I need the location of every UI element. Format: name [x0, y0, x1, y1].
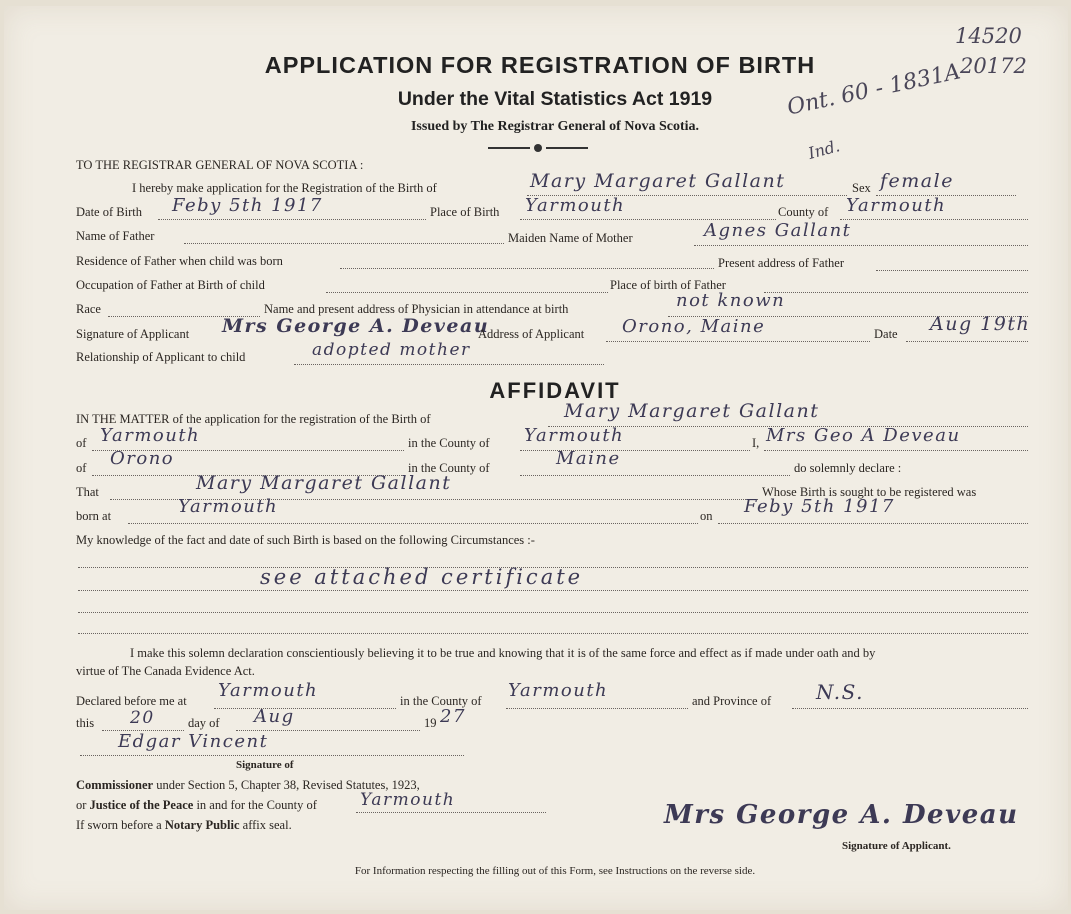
address-line — [606, 341, 870, 342]
address-value: Orono, Maine — [622, 316, 766, 337]
sex-value: female — [880, 170, 954, 192]
circumstances: see attached certificate — [260, 565, 584, 589]
declared-county-label: in the County of — [400, 694, 482, 708]
province: N.S. — [816, 680, 864, 704]
father-label: Name of Father — [76, 229, 155, 243]
declare-label: do solemnly declare : — [794, 461, 902, 475]
province-line — [792, 708, 1028, 709]
applicant-signature-label: Signature of Applicant. — [842, 840, 951, 852]
justice-county: Yarmouth — [360, 790, 456, 810]
declarant-line — [764, 450, 1028, 451]
born-on: Feby 5th 1917 — [744, 496, 895, 517]
physician-value: not known — [676, 290, 786, 311]
declared-label: Declared before me at — [76, 694, 187, 708]
of2-place: Orono — [110, 448, 175, 469]
justice-label: Justice of the Peace — [89, 798, 194, 812]
present-address-line — [876, 270, 1028, 271]
father-birthplace-label: Place of birth of Father — [610, 278, 726, 292]
matter-label: IN THE MATTER of the application for the registration of the Birth of — [76, 412, 431, 426]
declared-county: Yarmouth — [508, 680, 609, 701]
circumstance-line-3 — [78, 612, 1028, 613]
issued-by: Issued by The Registrar General of Nova Scotia. — [410, 119, 700, 134]
occupation-label: Occupation of Father at Birth of child — [76, 278, 265, 292]
notary-prefix: If sworn before a — [76, 818, 162, 832]
occupation-line — [326, 292, 608, 293]
relationship-line — [294, 364, 604, 365]
declared-at-line — [214, 708, 396, 709]
county-line — [840, 219, 1028, 220]
matter-name: Mary Margaret Gallant — [564, 400, 820, 422]
mother-value: Agnes Gallant — [704, 220, 852, 241]
county-value: Yarmouth — [846, 195, 947, 216]
place-label: Place of Birth — [430, 205, 500, 219]
day-of-label: day of — [188, 716, 220, 730]
declared-at: Yarmouth — [218, 680, 319, 701]
applicant-signature-bottom: Mrs George A. Deveau — [664, 800, 1019, 830]
knowledge-label: My knowledge of the fact and date of such Birth is based on the following Circumstances :- — [76, 533, 535, 547]
corner-number-1: 14520 — [955, 24, 1022, 48]
year-prefix: 19 — [424, 716, 437, 730]
declared-county-line — [506, 708, 688, 709]
place-value: Yarmouth — [525, 195, 626, 216]
in-county2-label: in the County of — [408, 461, 490, 475]
of2-county-line — [520, 475, 790, 476]
signature-of-label: Signature of — [236, 759, 294, 771]
county-label: County of — [778, 205, 829, 219]
address-label: Address of Applicant — [478, 327, 585, 341]
present-address-label: Present address of Father — [718, 256, 845, 270]
race-label: Race — [76, 302, 101, 316]
sex-label: Sex — [852, 181, 871, 195]
declarant: Mrs Geo A Deveau — [766, 425, 961, 446]
commissioner-text: under Section 5, Chapter 38, Revised Statutes, 1923, — [156, 778, 420, 792]
relationship-value: adopted mother — [312, 340, 471, 360]
footer-note: For Information respecting the filling out of this Form, see Instructions on the reverse side. — [354, 865, 756, 877]
that-label: That — [76, 485, 99, 499]
circumstance-line-2 — [78, 590, 1028, 591]
justice-county-line — [356, 812, 546, 813]
corner-note-ind: Ind. — [806, 136, 842, 163]
justice-text: in and for the County of — [196, 798, 317, 812]
applicant-signature-top: Mrs George A. Deveau — [222, 315, 490, 337]
day: 20 — [130, 708, 155, 728]
declaration-line-1: I make this solemn declaration conscientiously believing it to be true and knowing that it is of the same force and effect as if made under oath and by — [130, 646, 876, 660]
born-at-line — [128, 523, 698, 524]
physician-label: Name and present address of Physician in attendance at birth — [264, 302, 569, 316]
commissioner-signature-line — [80, 755, 464, 756]
i-label: I, — [752, 436, 760, 450]
intro-label: I hereby make application for the Registration of the Birth of — [132, 181, 437, 195]
mother-line — [694, 245, 1028, 246]
corner-reference: Ont. 60 - 1831A — [785, 59, 963, 121]
form-title: APPLICATION FOR REGISTRATION OF BIRTH — [264, 52, 816, 78]
of-county: Yarmouth — [524, 425, 625, 446]
residence-line — [340, 268, 714, 269]
year-suffix: 27 — [440, 706, 466, 727]
date-line — [906, 341, 1028, 342]
father-line — [184, 243, 504, 244]
dob-label: Date of Birth — [76, 205, 142, 219]
declaration-line-2: virtue of The Canada Evidence Act. — [76, 664, 255, 678]
of-county-line — [520, 450, 750, 451]
whose-birth-label: Whose Birth is sought to be registered was — [762, 485, 977, 499]
commissioner-signature: Edgar Vincent — [118, 731, 269, 752]
on-label: on — [700, 509, 713, 523]
province-label: and Province of — [692, 694, 772, 708]
born-at-label: born at — [76, 509, 112, 523]
header-ornament — [488, 144, 588, 152]
addressee: TO THE REGISTRAR GENERAL OF NOVA SCOTIA : — [76, 158, 364, 172]
mother-label: Maiden Name of Mother — [508, 231, 633, 245]
born-on-line — [718, 523, 1028, 524]
date-label: Date — [874, 327, 898, 341]
residence-label: Residence of Father when child was born — [76, 254, 283, 268]
notary-suffix: affix seal. — [242, 818, 292, 832]
circumstance-line-4 — [78, 633, 1028, 634]
this-label: this — [76, 716, 95, 730]
or-label: or — [76, 798, 87, 812]
relationship-label: Relationship of Applicant to child — [76, 350, 246, 364]
commissioner-label: Commissioner — [76, 778, 154, 792]
of2-label: of — [76, 461, 87, 475]
of2-county: Maine — [556, 448, 621, 469]
in-county-label: in the County of — [408, 436, 490, 450]
dob-value: Feby 5th 1917 — [172, 195, 323, 216]
form-subtitle: Under the Vital Statistics Act 1919 — [397, 88, 713, 110]
notary-label: Notary Public — [164, 818, 240, 832]
dob-line — [158, 219, 426, 220]
born-at: Yarmouth — [178, 496, 279, 517]
affidavit-heading: AFFIDAVIT — [489, 378, 621, 403]
date-value: Aug 19th — [930, 313, 1031, 335]
child-name: Mary Margaret Gallant — [530, 170, 786, 192]
signature-label: Signature of Applicant — [76, 327, 190, 341]
month: Aug — [254, 706, 295, 727]
father-birthplace-line — [764, 292, 1028, 293]
of-label: of — [76, 436, 87, 450]
corner-number-2: 20172 — [960, 54, 1027, 78]
that-name: Mary Margaret Gallant — [196, 472, 452, 494]
of-place: Yarmouth — [100, 425, 201, 446]
